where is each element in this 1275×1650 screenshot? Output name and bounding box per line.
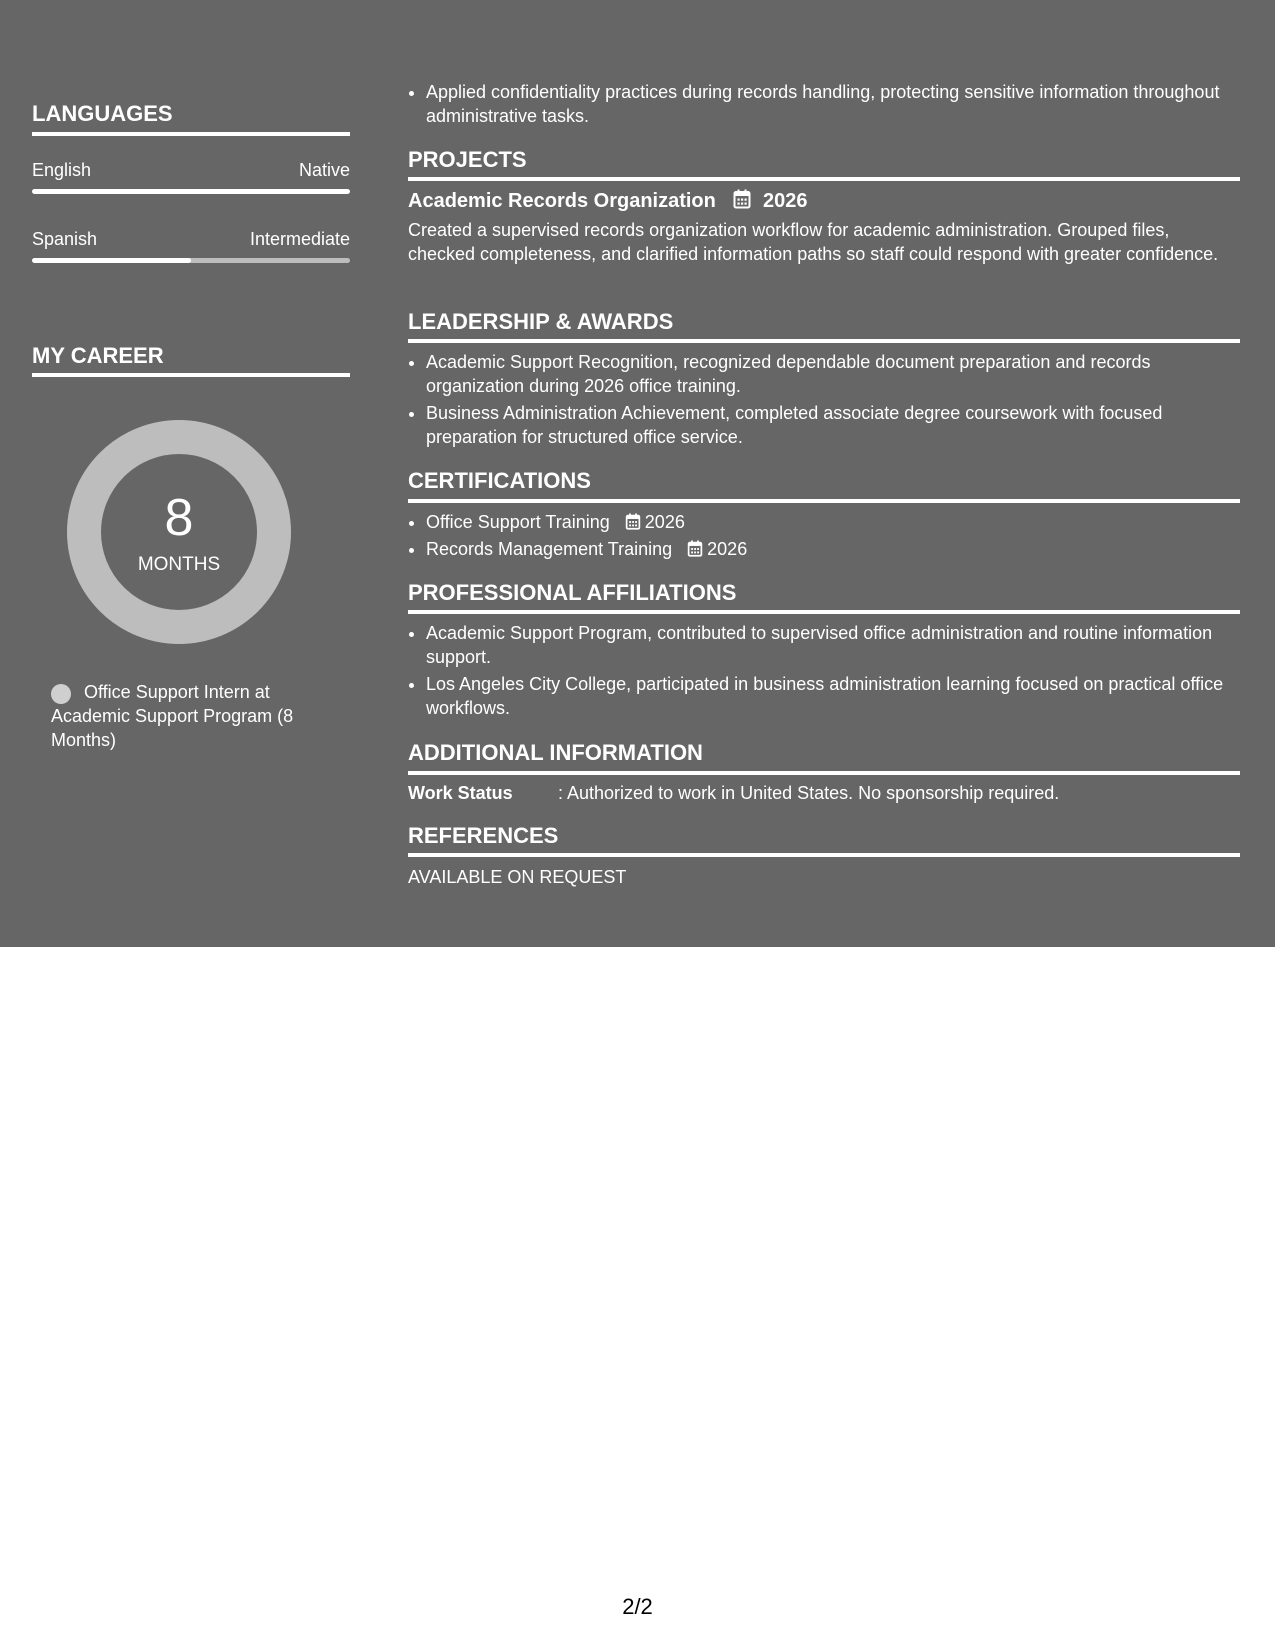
leadership-list [408, 350, 1240, 452]
project-header [408, 188, 808, 214]
language-bar-fill [32, 189, 350, 194]
work-status-row [408, 781, 1059, 805]
experience-bullets [408, 80, 1240, 131]
leadership-item: • Academic Support Recognition, recognized dependable document preparation and records organization during 2026 office training. [426, 350, 1240, 398]
career-heading: MY CAREER [32, 343, 164, 368]
affiliations-list [408, 621, 1240, 723]
experience-bullet: • Applied confidentiality practices during records handling, protecting sensitive information throughout administrative tasks. [426, 80, 1240, 128]
references-heading: REFERENCES [408, 823, 559, 848]
certification-date: 2026 [644, 512, 685, 532]
affiliation-item: • Academic Support Program, contributed to supervised office administration and routine information support. [426, 621, 1240, 669]
language-name: Spanish [32, 229, 98, 249]
certifications-rule [408, 499, 1240, 503]
references-text: AVAILABLE ON REQUEST [408, 867, 627, 887]
calendar-icon [687, 540, 703, 557]
languages-rule [32, 132, 350, 136]
additional-info-rule [408, 771, 1240, 775]
career-item: Office Support Intern at Academic Support Program (8 Months) [51, 682, 294, 750]
language-level: Intermediate [249, 229, 350, 249]
affiliations-rule [408, 610, 1240, 614]
language-level: Native [298, 160, 350, 180]
language-name: English [32, 160, 92, 180]
career-total-number: 8 [164, 489, 194, 547]
certification-name: Records Management Training [426, 539, 673, 559]
affiliations-heading: PROFESSIONAL AFFILIATIONS [408, 580, 737, 605]
projects-heading: PROJECTS [408, 147, 527, 172]
certification-item [426, 510, 1240, 534]
leadership-item: • Business Administration Achievement, completed associate degree coursework with focused preparation for structured office service. [426, 401, 1240, 449]
calendar-icon [733, 189, 751, 209]
career-total-unit: MONTHS [137, 554, 221, 575]
affiliation-item: • Los Angeles City College, participated in business administration learning focused on practical office workflows. [426, 672, 1240, 720]
certifications-list [408, 510, 1240, 564]
certification-item [426, 537, 1240, 561]
certification-name: Office Support Training [426, 512, 610, 532]
page-number: 2/2 [622, 1594, 653, 1619]
language-bar [32, 189, 350, 194]
project-name: Academic Records Organization [408, 190, 716, 212]
language-bar [32, 258, 350, 263]
project-description: Created a supervised records organization workflow for academic administration. Grouped files, checked completeness, and clarified information paths so staff could respond with greater confidence. [408, 220, 1219, 264]
additional-info-heading: ADDITIONAL INFORMATION [408, 740, 703, 765]
work-status-value: : Authorized to work in United States. No sponsorship required. [558, 783, 1060, 803]
project-date: 2026 [763, 190, 808, 212]
language-bar-fill [32, 258, 191, 263]
career-rule [32, 373, 350, 377]
calendar-icon [625, 513, 641, 530]
certification-date: 2026 [707, 539, 748, 559]
projects-rule [408, 177, 1240, 181]
languages-heading: LANGUAGES [32, 101, 173, 126]
leadership-rule [408, 339, 1240, 343]
certifications-heading: CERTIFICATIONS [408, 468, 591, 493]
work-status-label: Work Status [408, 783, 513, 803]
references-rule [408, 853, 1240, 857]
leadership-heading: LEADERSHIP & AWARDS [408, 309, 674, 334]
